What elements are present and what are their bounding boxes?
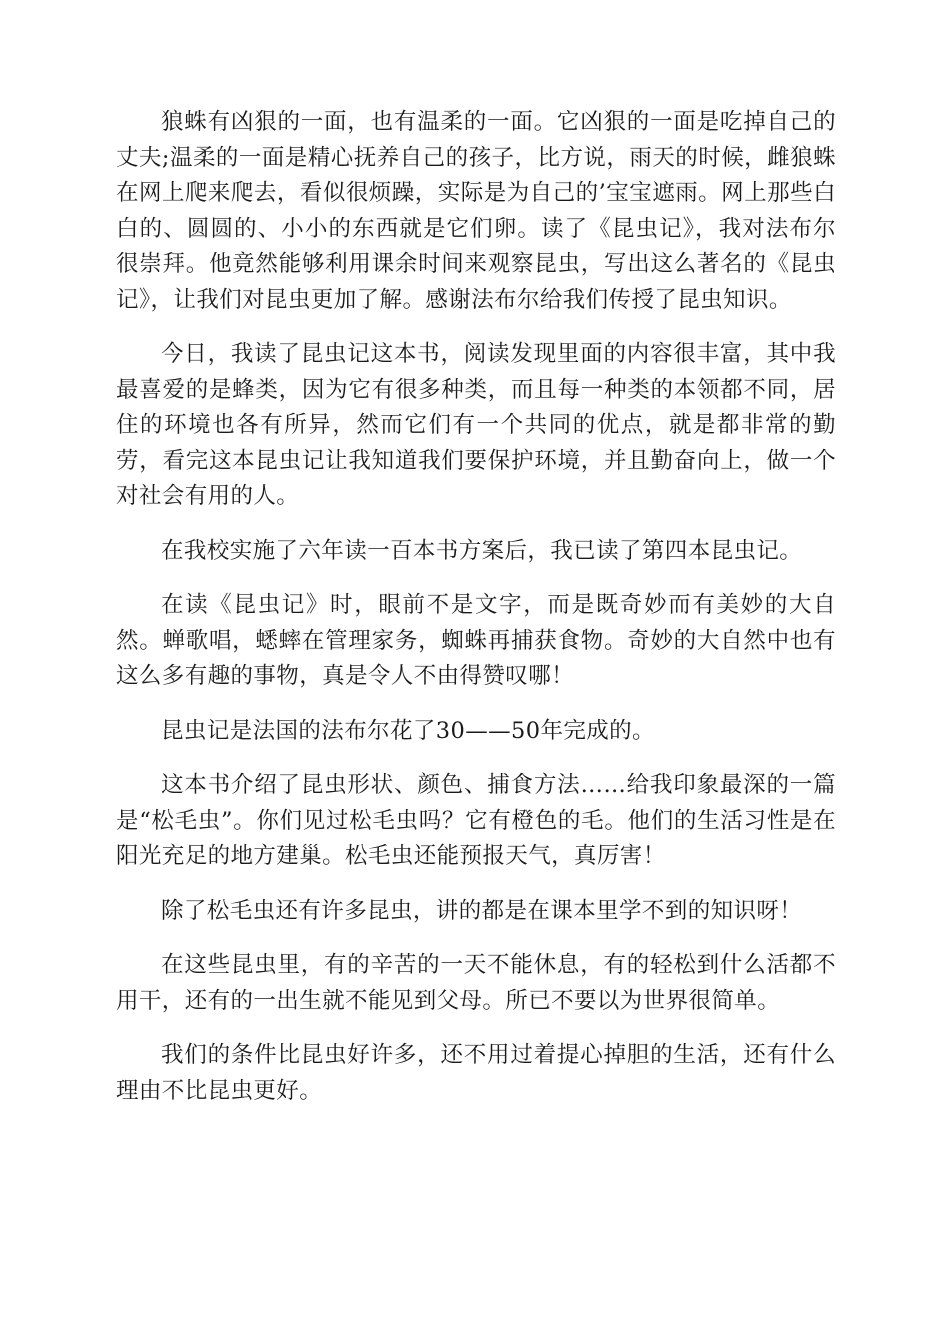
paragraph-author: 昆虫记是法国的法布尔花了30——50年完成的。 — [161, 717, 655, 744]
paragraph-insect-lives: 在这些昆虫里，有的辛苦的一天不能休息，有的轻松到什么活都不用干，还有的一出生就不能见到父母。所已不要以为世界很简单。 — [116, 952, 836, 1014]
paragraph-reading-plan: 在我校实施了六年读一百本书方案后，我已读了第四本昆虫记。 — [161, 537, 803, 564]
paragraph-pine-caterpillar: 这本书介绍了昆虫形状、颜色、捕食方法……给我印象最深的一篇是“松毛虫”。你们见过松毛虫吗？它有橙色的毛。他们的生活习性是在阳光充足的地方建巢。松毛虫还能预报天气，真厉害！ — [116, 772, 836, 869]
paragraph-wolf-spider: 狼蛛有凶狠的一面，也有温柔的一面。它凶狠的一面是吃掉自己的丈夫;温柔的一面是精心抚养自己的孩子，比方说，雨天的时候，雌狼蛛在网上爬来爬去，看似很烦躁，实际是为自己的’宝宝遮雨。网上那些白白的、圆圆的、小小的东西就是它们卵。读了《昆虫记》，我对法布尔很崇拜。他竟然能够利用课余时间来观察昆虫，写出这么著名的《昆虫记》，让我们对昆虫更加了解。感谢法布尔给我们传授了昆虫知识。 — [116, 109, 836, 313]
paragraph-other-insects: 除了松毛虫还有许多昆虫，讲的都是在课本里学不到的知识呀！ — [161, 897, 803, 924]
paragraph-bees: 今日，我读了昆虫记这本书，阅读发现里面的内容很丰富，其中我最喜爱的是蜂类，因为它有很多种类，而且每一种类的本领都不同，居住的环境也各有所异，然而它们有一个共同的优点，就是都非常的勤劳，看完这本昆虫记让我知道我们要保护环境，并且勤奋向上，做一个对社会有用的人。 — [116, 341, 836, 509]
document-body — [116, 105, 836, 1128]
paragraph-conclusion: 我们的条件比昆虫好许多，还不用过着提心掉胆的生活，还有什么理由不比昆虫更好。 — [116, 1042, 836, 1104]
paragraph-nature: 在读《昆虫记》时，眼前不是文字，而是既奇妙而有美妙的大自然。蝉歌唱，蟋蟀在管理家务，蜘蛛再捕获食物。奇妙的大自然中也有这么多有趣的事物，真是令人不由得赞叹哪！ — [116, 592, 836, 689]
